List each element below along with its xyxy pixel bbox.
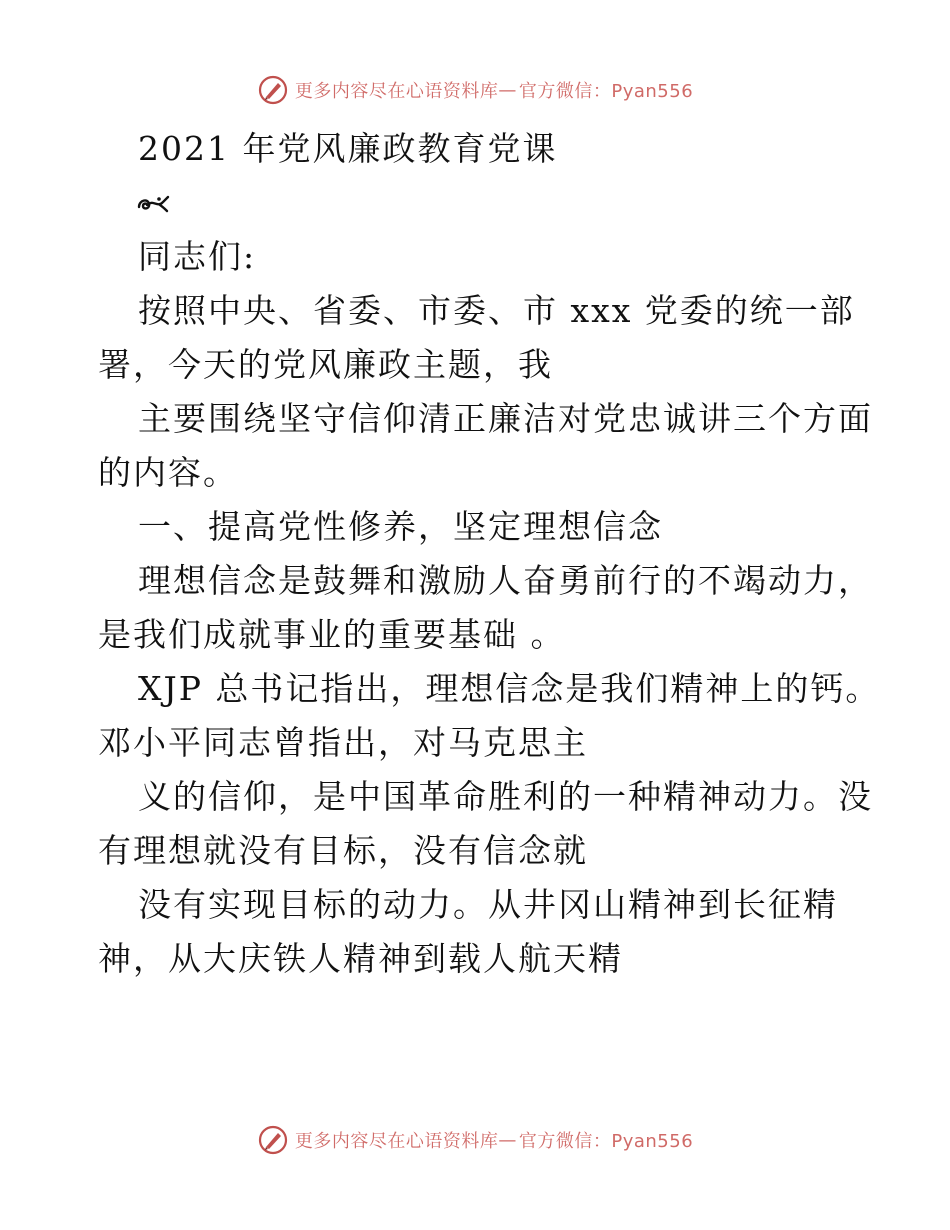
watermark-footer (0, 1120, 950, 1160)
text-line: 是我们成就事业的重要基础 。 (98, 615, 566, 654)
ornament-flourish-icon (98, 176, 868, 230)
watermark-header (0, 70, 950, 110)
text-line: 没有实现目标的动力。从井冈山精神到长征精 (138, 885, 838, 924)
watermark-main-text: 更多内容尽在心语资料库 (294, 1131, 499, 1152)
text-line: 邓小平同志曾指出，对马克思主 (98, 723, 588, 762)
text-line: 义的信仰，是中国革命胜利的一种精神动力。没 (138, 777, 873, 816)
text-line: 主要围绕坚守信仰清正廉洁对党忠诚讲三个方面 (138, 399, 873, 438)
text-line: 的内容。 (98, 453, 238, 492)
text-line: 神，从大庆铁人精神到载人航天精 (98, 939, 623, 978)
document-body (98, 122, 881, 986)
pen-logo-icon (257, 1124, 289, 1156)
greeting: 同志们: (138, 237, 257, 276)
document-title: 2021 年党风廉政教育党课 (138, 129, 558, 168)
watermark-dash: — (498, 1129, 517, 1151)
text-line: 一、提高党性修养，坚定理想信念 (138, 507, 663, 546)
text-line: 有理想就没有目标，没有信念就 (98, 831, 588, 870)
paragraph-lines (98, 284, 881, 986)
text-line: XJP 总书记指出，理想信念是我们精神上的钙。 (138, 669, 881, 708)
watermark-main-text: 更多内容尽在心语资料库 (294, 81, 499, 102)
text-line: 理想信念是鼓舞和激励人奋勇前行的不竭动力， (138, 561, 873, 600)
text-line: 署，今天的党风廉政主题，我 (98, 345, 553, 384)
pen-logo-icon (257, 74, 289, 106)
watermark-dash: — (498, 79, 517, 101)
watermark-wechat-text: 官方微信：Pyan556 (518, 81, 694, 102)
watermark-wechat-text: 官方微信：Pyan556 (518, 1131, 694, 1152)
text-line: 按照中央、省委、市委、市 xxx 党委的统一部 (138, 291, 855, 330)
